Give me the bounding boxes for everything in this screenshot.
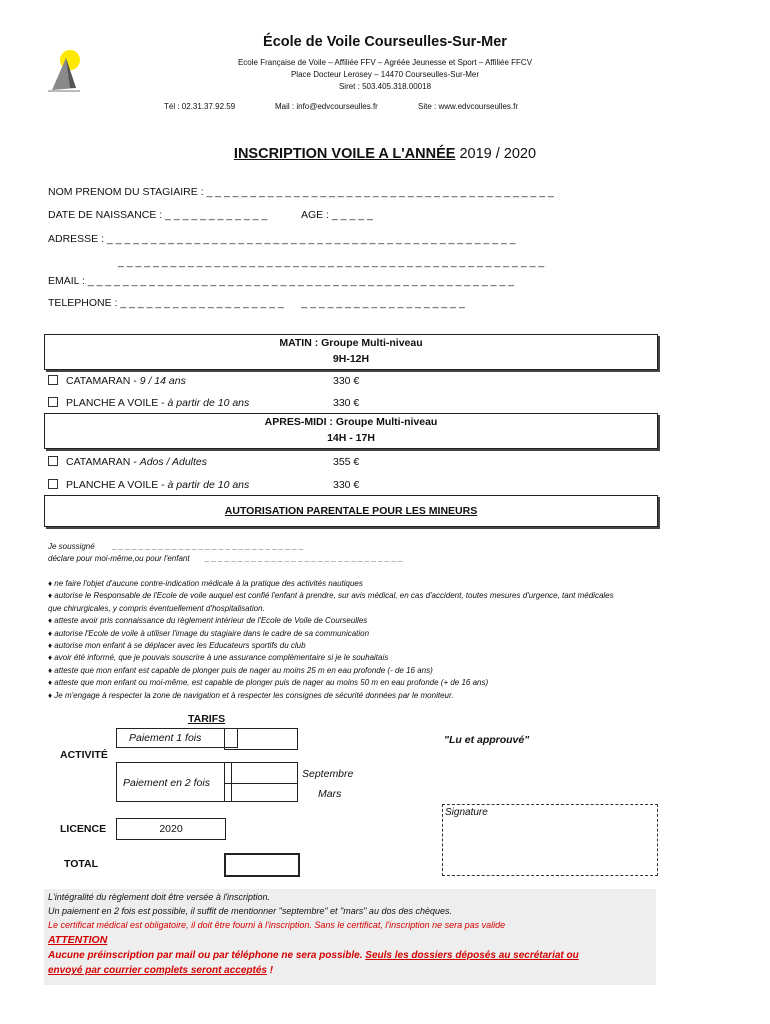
attention-heading: ATTENTION xyxy=(48,934,108,946)
offer-afternoon-catamaran[interactable] xyxy=(48,456,207,468)
total-input[interactable] xyxy=(224,853,300,877)
march-label: Mars xyxy=(318,788,342,800)
declare-field[interactable]: déclare pour moi-même,ou pour l'enfant _ _ _ _ _ _ _ _ _ _ _ _ _ _ _ _ _ _ _ _ _ _ _ _ _ _ _ _ _ _ xyxy=(48,554,404,563)
note-accepted-files: Seuls les dossiers déposés au secrétariat ou xyxy=(365,950,579,961)
afternoon-title: APRES-MIDI : Groupe Multi-niveau xyxy=(264,416,438,428)
offer-detail: à partir de 10 ans xyxy=(167,479,250,491)
march-input[interactable] xyxy=(224,783,298,802)
activite-label: ACTIVITÉ xyxy=(60,749,108,761)
list-item: ♦ Je m'engage à respecter la zone de navigation et à respecter les consignes de sécurité données par le moniteur. xyxy=(48,690,454,700)
authorization-header xyxy=(44,495,658,527)
offer-morning-planche[interactable] xyxy=(48,397,249,409)
offer-afternoon-planche[interactable] xyxy=(48,479,249,491)
checkbox[interactable] xyxy=(48,479,58,489)
siret-text: Siret : 503.405.318.00018 xyxy=(338,82,432,91)
authorization-title: AUTORISATION PARENTALE POUR LES MINEURS xyxy=(224,505,478,517)
offer-detail: Ados / Adultes xyxy=(139,456,208,468)
note-two-payments: Un paiement en 2 fois est possible, il suffit de mentionner "septembre" et "mars" au dos des chèques. xyxy=(48,906,452,916)
offer-detail: à partir de 10 ans xyxy=(167,397,250,409)
name-field[interactable]: NOM PRENOM DU STAGIAIRE : _ _ _ _ _ _ _ _ _ _ _ _ _ _ _ _ _ _ _ _ _ _ _ _ _ _ _ _ _ _ _ _ _ _ _ _ _ _ _ _ xyxy=(48,186,554,198)
pay-once-label: Paiement 1 fois xyxy=(116,728,238,748)
signature-box[interactable] xyxy=(442,804,658,876)
address-field[interactable]: ADRESSE : _ _ _ _ _ _ _ _ _ _ _ _ _ _ _ _ _ _ _ _ _ _ _ _ _ _ _ _ _ _ _ _ _ _ _ _ _ _ _ _ _ _ _ _ _ _ _ xyxy=(48,233,516,245)
signature-label: Signature xyxy=(445,807,488,818)
offer-price: 330 € xyxy=(333,479,360,491)
offer-label: CATAMARAN - xyxy=(66,375,140,387)
offer-price: 355 € xyxy=(333,456,360,468)
note-medical-certificate: Le certificat médical est obligatoire, il doit être fourni à l'inscription. Sans le certificat, l'inscription ne sera pas valide xyxy=(48,920,506,930)
email-field[interactable]: EMAIL : _ _ _ _ _ _ _ _ _ _ _ _ _ _ _ _ _ _ _ _ _ _ _ _ _ _ _ _ _ _ _ _ _ _ _ _ _ _ _ _ _ _ _ _ _ _ _ _ _ xyxy=(48,275,515,287)
checkbox[interactable] xyxy=(48,456,58,466)
note-no-preregistration-text: Aucune préinscription par mail ou par téléphone ne sera possible. xyxy=(48,950,366,961)
afternoon-hours: 14H - 17H xyxy=(327,432,375,444)
list-item: ♦ autorise mon enfant à se déplacer avec les Educateurs sportifs du club xyxy=(48,641,306,651)
list-item: ♦ autorise le Responsable de l'Ecole de voile auquel est confié l'enfant à prendre, sur avis médical, en cas d'accident, toutes mesures d'urgence, tant médicales que chirurgicales, y compris éventuellement d'hospitalisation. xyxy=(48,591,614,613)
payment-notes xyxy=(44,889,656,985)
licence-label: LICENCE xyxy=(60,823,107,835)
total-label: TOTAL xyxy=(64,858,99,870)
age-field[interactable]: AGE : _ _ _ _ _ xyxy=(301,209,373,221)
tarifs-title: TARIFS xyxy=(188,713,226,725)
offer-morning-catamaran[interactable] xyxy=(48,375,186,387)
school-name: École de Voile Courseulles-Sur-Mer xyxy=(263,34,507,50)
note-no-preregistration xyxy=(48,950,579,961)
list-item: ♦ atteste avoir pris connaissance du règlement intérieur de l'Ecole de Voile de Courseulles xyxy=(48,616,368,626)
note-full-payment: L'intégralité du règlement doit être versée à l'inscription. xyxy=(48,892,271,902)
address-text: Place Docteur Lerosey – 14470 Courseulles-Sur-Mer xyxy=(290,70,480,79)
note-mail-complete xyxy=(48,965,273,976)
offer-label: PLANCHE A VOILE - xyxy=(66,397,168,409)
undersigned-field[interactable]: Je soussigné _ _ _ _ _ _ _ _ _ _ _ _ _ _ _ _ _ _ _ _ _ _ _ _ _ _ _ _ _ xyxy=(48,542,304,551)
september-input[interactable] xyxy=(224,762,298,784)
list-item: ♦ atteste que mon enfant est capable de plonger puis de nager au moins 25 m en eau profonde (- de 16 ans) xyxy=(48,665,433,675)
afternoon-group-header xyxy=(44,413,658,449)
address-field-line2[interactable]: _ _ _ _ _ _ _ _ _ _ _ _ _ _ _ _ _ _ _ _ _ _ _ _ _ _ _ _ _ _ _ _ _ _ _ _ _ _ _ _ _ _ _ _ _ _ _ _ _ xyxy=(118,256,545,268)
checkbox[interactable] xyxy=(48,397,58,407)
note-mail-text: envoyé par courrier complets seront acceptés xyxy=(48,965,267,976)
offer-label: PLANCHE A VOILE - xyxy=(66,479,168,491)
morning-title: MATIN : Groupe Multi-niveau xyxy=(279,337,423,349)
affiliation-text: Ecole Française de Voile – Affiliée FFV – Agréée Jeunesse et Sport – Affiliée FFCV xyxy=(237,58,533,67)
site-text: Site : www.edvcourseulles.fr xyxy=(418,102,519,111)
phone-text: Tél : 02.31.37.92.59 xyxy=(164,102,236,111)
birthdate-field[interactable]: DATE DE NAISSANCE : _ _ _ _ _ _ _ _ _ _ _ _ xyxy=(48,209,268,221)
note-mail-end: ! xyxy=(266,965,274,976)
list-item: ♦ ne faire l'objet d'aucune contre-indication médicale à la pratique des activités nautiques xyxy=(48,579,363,588)
list-item: ♦ atteste que mon enfant ou moi-même, est capable de plonger puis de nager au moins 50 m en eau profonde (+ de 16 ans) xyxy=(48,678,489,688)
offer-price: 330 € xyxy=(333,375,360,387)
september-label: Septembre xyxy=(302,768,354,780)
offer-price: 330 € xyxy=(333,397,360,409)
checkbox[interactable] xyxy=(48,375,58,385)
title-main: INSCRIPTION VOILE A L'ANNÉE xyxy=(233,146,456,162)
pay-twice-label: Paiement en 2 fois xyxy=(116,762,232,802)
licence-year: 2020 xyxy=(116,818,226,840)
telephone-field[interactable]: TELEPHONE : _ _ _ _ _ _ _ _ _ _ _ _ _ _ _ _ _ _ _ _ _ _ _ _ _ _ _ _ _ _ _ _ _ _ _ _ _ _ xyxy=(48,297,465,309)
list-item: ♦ avoir été informé, que je pouvais souscrire à une assurance complémentaire si je le souhaitais xyxy=(48,653,389,663)
offer-label: CATAMARAN - xyxy=(66,456,140,468)
authorization-list xyxy=(48,578,628,702)
mail-text: Mail : info@edvcourseulles.fr xyxy=(275,102,378,111)
approved-text: "Lu et approuvé" xyxy=(444,734,530,746)
morning-hours: 9H-12H xyxy=(332,353,370,365)
morning-group-header xyxy=(44,334,658,370)
offer-detail: 9 / 14 ans xyxy=(139,375,186,387)
page-title xyxy=(0,146,770,162)
list-item: ♦ autorise l'Ecole de voile à utiliser l'image du stagiaire dans le cadre de sa communication xyxy=(48,628,370,638)
pay-once-input[interactable] xyxy=(224,728,298,750)
title-year: 2019 / 2020 xyxy=(455,146,537,162)
